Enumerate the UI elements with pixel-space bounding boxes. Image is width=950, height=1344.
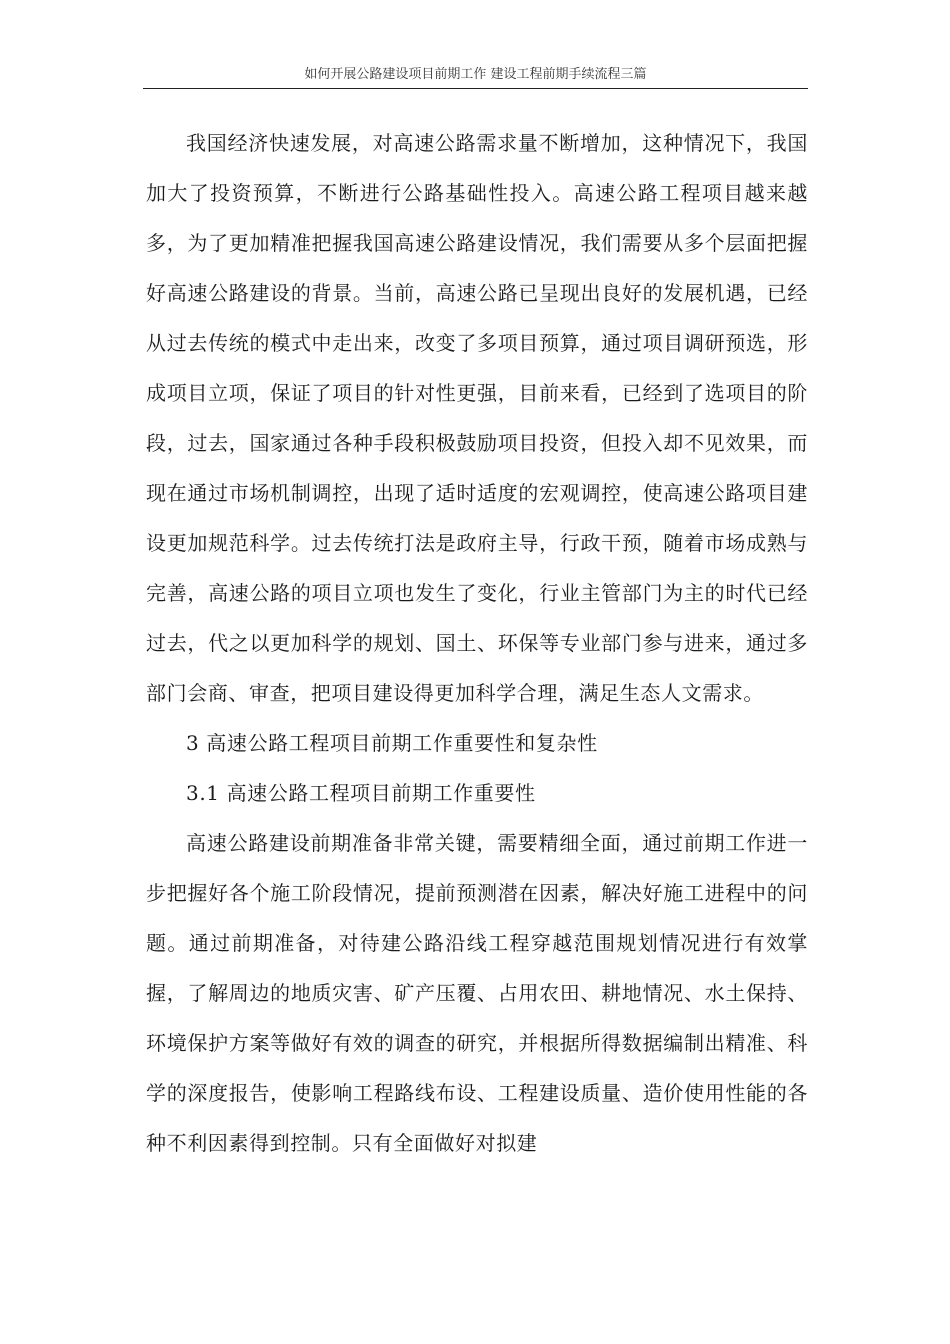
body-paragraph: 我国经济快速发展，对高速公路需求量不断增加，这种情况下，我国加大了投资预算，不断进行公路基础性投入。高速公路工程项目越来越多，为了更加精准把握我国高速公路建设情况，我们需要从多个层面把握好高速公路建设的背景。当前，高速公路已呈现出良好的发展机遇，已经从过去传统的模式中走出来，改变了多项目预算，通过项目调研预选，形成项目立项，保证了项目的针对性更强，目前来看，已经到了选项目的阶段，过去，国家通过各种手段积极鼓励项目投资，但投入却不见效果，而现在通过市场机制调控，出现了适时适度的宏观调控，使高速公路项目建设更加规范科学。过去传统打法是政府主导，行政干预，随着市场成熟与完善，高速公路的项目立项也发生了变化，行业主管部门为主的时代已经过去，代之以更加科学的规划、国土、环保等专业部门参与进来，通过多部门会商、审查，把项目建设得更加科学合理，满足生态人文需求。 <box>146 131 808 705</box>
section-heading: 3 高速公路工程项目前期工作重要性和复杂性 <box>186 731 598 755</box>
document-body <box>146 118 808 1168</box>
subsection-heading: 3.1 高速公路工程项目前期工作重要性 <box>186 781 536 805</box>
header-divider <box>143 88 808 89</box>
running-header: 如何开展公路建设项目前期工作 建设工程前期手续流程三篇 <box>304 67 647 82</box>
body-paragraph: 高速公路建设前期准备非常关键，需要精细全面，通过前期工作进一步把握好各个施工阶段情况，提前预测潜在因素，解决好施工进程中的问题。通过前期准备，对待建公路沿线工程穿越范围规划情况进行有效掌握，了解周边的地质灾害、矿产压覆、占用农田、耕地情况、水土保持、环境保护方案等做好有效的调查的研究，并根据所得数据编制出精准、科学的深度报告，使影响工程路线布设、工程建设质量、造价使用性能的各种不利因素得到控制。只有全面做好对拟建 <box>146 831 808 1155</box>
